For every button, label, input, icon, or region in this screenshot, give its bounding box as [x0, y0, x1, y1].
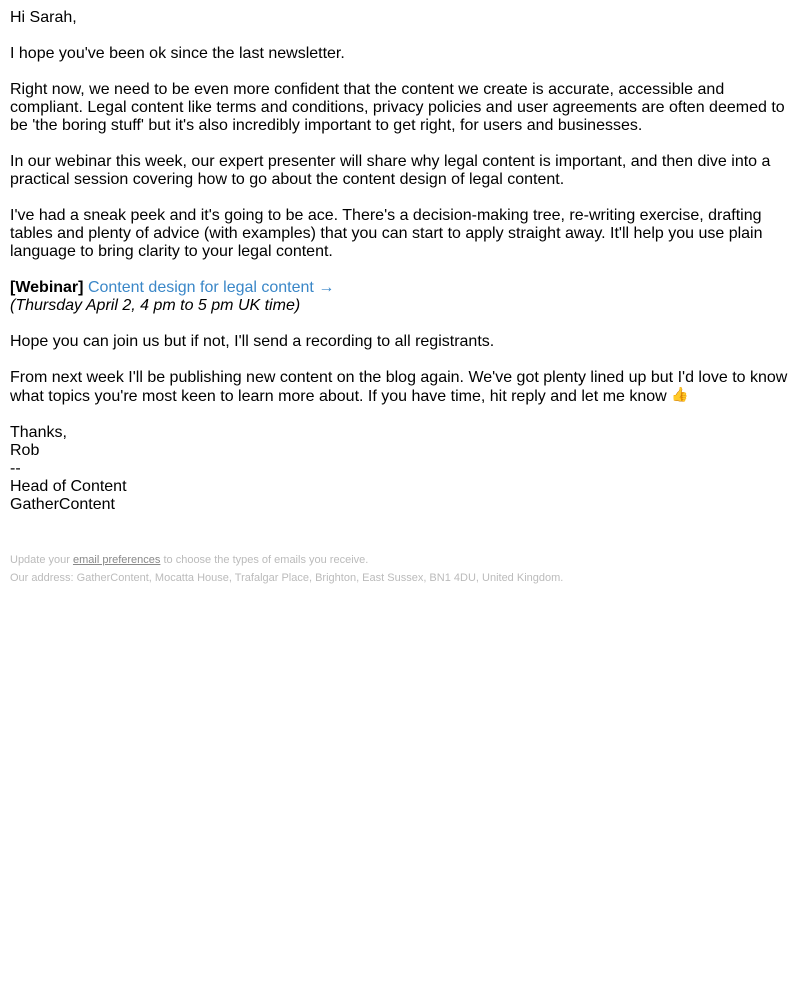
email-footer — [10, 551, 790, 587]
webinar-time: (Thursday April 2, 4 pm to 5 pm UK time) — [10, 297, 301, 314]
webinar-description-paragraph: In our webinar this week, our expert presenter will share why legal content is important, and then dive into a practical session covering how to go about the content design of legal content. — [10, 153, 771, 188]
sign-off: Thanks, — [10, 424, 67, 441]
recording-paragraph: Hope you can join us but if not, I'll send a recording to all registrants. — [10, 333, 495, 350]
legal-content-paragraph: Right now, we need to be even more confident that the content we create is accurate, accessible and compliant. Legal content like terms and conditions, privacy policies and user agreements are often deemed to be 'the boring stuff' but it's also incredibly important to get right, for users and businesses. — [10, 81, 785, 134]
signature — [10, 424, 790, 514]
sender-title: Head of Content — [10, 478, 127, 495]
blog-paragraph — [10, 369, 790, 406]
greeting: Hi Sarah, — [10, 9, 77, 26]
preferences-line — [10, 551, 790, 569]
prefs-before-text: Update your — [10, 554, 73, 566]
company-address: Our address: GatherContent, Mocatta House, Trafalgar Place, Brighton, East Sussex, BN1 4DU, United Kingdom. — [10, 572, 564, 584]
sender-company: GatherContent — [10, 496, 115, 513]
intro-paragraph: I hope you've been ok since the last newsletter. — [10, 45, 345, 62]
webinar-block — [10, 279, 790, 315]
thumbs-up-icon: 👍 — [671, 386, 689, 402]
webinar-link[interactable]: Content design for legal content → — [87, 279, 335, 296]
sneak-peek-paragraph: I've had a sneak peek and it's going to be ace. There's a decision-making tree, re-writing exercise, drafting tables and plenty of advice (with examples) that you can start to apply straight away. It'll help you use plain language to bring clarity to your legal content. — [10, 207, 763, 260]
signature-separator: -- — [10, 460, 21, 477]
email-preferences-link[interactable]: email preferences — [72, 554, 161, 566]
sender-name: Rob — [10, 442, 40, 459]
prefs-after-text: to choose the types of emails you receive. — [160, 554, 369, 566]
blog-paragraph-text: From next week I'll be publishing new content on the blog again. We've got plenty lined up but I'd love to know what topics you're most keen to learn more about. If you have time, hit reply and let me know — [10, 369, 788, 405]
webinar-tag: [Webinar] — [10, 279, 84, 296]
